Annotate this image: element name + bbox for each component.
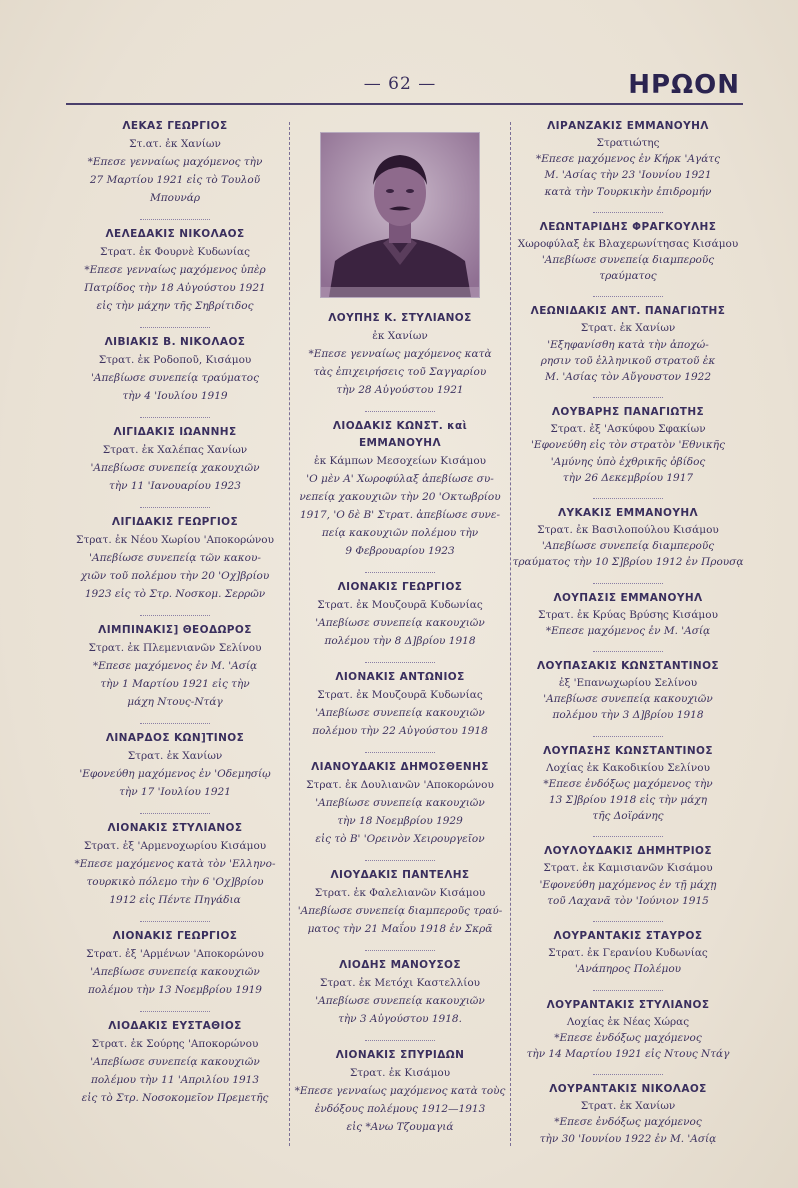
entry-separator bbox=[365, 407, 435, 412]
memorial-entry bbox=[292, 669, 508, 740]
entry-name: ΛΟΥΡΑΝΤΑΚΙΣ ΣΤΑΥΡΟΣ bbox=[553, 930, 703, 943]
entry-name: ΛΟΥΛΟΥΔΑΚΙΣ ΔΗΜΗΤΡΙΟΣ bbox=[544, 845, 712, 858]
entry-origin: Στρατ. ἐκ Φουρνὲ Κυδωνίας bbox=[100, 246, 250, 258]
entry-text-line: *Επεσε γενναίως μαχόμενος κατὰ τοὺς bbox=[294, 1085, 506, 1097]
entry-text-line: *Επεσε μαχόμενος ἐν Μ. 'Ασίᾳ bbox=[92, 660, 258, 672]
page-number: — 62 — bbox=[363, 74, 437, 94]
memorial-entry bbox=[512, 219, 744, 285]
entry-text-line: Μπουνάρ bbox=[149, 192, 200, 204]
entry-origin: Στρατ. ἐκ Χανίων bbox=[127, 750, 223, 762]
header-rule bbox=[66, 103, 743, 105]
entry-name: ΛΟΥΡΑΝΤΑΚΙΣ ΣΤΥΛΙΑΝΟΣ bbox=[546, 998, 710, 1011]
entry-text-line: τοῦ Λαχανᾶ τὸν 'Ιούνιον 1915 bbox=[547, 894, 709, 907]
memorial-entry bbox=[512, 303, 744, 385]
entry-name: ΛΙΟΔΑΚΙΣ ΕΥΣΤΑΘΙΟΣ bbox=[108, 1020, 242, 1032]
entry-text-line: 'Εφονεύθη εἰς τὸν στρατὸν 'Εθνικῆς bbox=[531, 439, 725, 452]
entry-name: ΛΙΜΠΙΝΑΚΙΣ] ΘΕΟΔΩΡΟΣ bbox=[98, 624, 252, 636]
memorial-entry bbox=[62, 226, 288, 315]
entry-separator bbox=[593, 208, 663, 213]
entry-separator bbox=[593, 1070, 663, 1075]
memorial-entry bbox=[512, 658, 744, 724]
entry-origin: Στρατ. ἐκ Χανίων bbox=[580, 1100, 676, 1113]
entry-text-line: 'Ανάπηρος Πολέμου bbox=[574, 963, 682, 976]
entry-text-line: τὴν 3 Αὐγούστου 1918. bbox=[338, 1013, 462, 1025]
entry-text-line: 'Απεβίωσε συνεπείᾳ κακουχιῶν bbox=[543, 693, 713, 706]
entry-text-line: εἰς *Ανω Τζουμαγιά bbox=[346, 1121, 454, 1133]
entry-text-line: Μ. 'Ασίας τὴν 23 'Ιουνίου 1921 bbox=[544, 169, 712, 182]
entry-text-line: τὴν 30 'Ιουνίου 1922 ἐν Μ. 'Ασίᾳ bbox=[539, 1132, 717, 1145]
entry-name: ΛΙΒΙΑΚΙΣ Β. ΝΙΚΟΛΑΟΣ bbox=[104, 336, 246, 348]
entry-origin: Στρατ. ἐξ 'Αρμένων 'Αποκορώνου bbox=[86, 948, 264, 960]
entry-separator bbox=[365, 856, 435, 861]
entry-origin: Στρατ. ἐκ Νέου Χωρίου 'Αποκορώνου bbox=[76, 534, 274, 546]
entry-text-line: 9 Φεβρουαρίου 1923 bbox=[345, 545, 455, 557]
memorial-entry bbox=[62, 424, 288, 495]
memorial-entry bbox=[62, 928, 288, 999]
entry-text-line: *Επεσε μαχόμενος κατὰ τὸν 'Ελληνο- bbox=[74, 858, 276, 870]
entry-text-line: *Επεσε γενναίως μαχόμενος ὑπὲρ bbox=[84, 264, 266, 276]
entry-separator bbox=[140, 1007, 210, 1012]
entry-origin: Στρατ. ἐκ Γερανίου Κυδωνίας bbox=[548, 947, 708, 960]
entry-origin: Στρατ. ἐκ Μετόχι Καστελλίου bbox=[319, 977, 481, 989]
entry-separator bbox=[140, 503, 210, 508]
memorial-entry bbox=[292, 957, 508, 1028]
entry-separator bbox=[365, 658, 435, 663]
entry-separator bbox=[140, 323, 210, 328]
entry-origin: Στρατιώτης bbox=[596, 137, 660, 149]
entry-separator bbox=[140, 809, 210, 814]
memorial-entry bbox=[62, 820, 288, 909]
entry-text-line: νεπείᾳ χακουχιῶν τὴν 20 'Οκτωβρίου bbox=[299, 491, 501, 503]
memorial-entry bbox=[62, 1018, 288, 1107]
entry-text-line: *Επεσε μαχόμενος ἐν Μ. 'Ασίᾳ bbox=[545, 624, 711, 637]
entry-text-line: τῆς Δοϊράνης bbox=[592, 810, 664, 823]
entry-text-line: πολέμου τὴν 11 'Απριλίου 1913 bbox=[90, 1074, 260, 1086]
entry-separator bbox=[593, 494, 663, 499]
memorial-entry bbox=[292, 418, 508, 560]
entry-text-line: 'Εξηφανίσθη κατὰ τὴν ἀποχώ- bbox=[547, 338, 709, 351]
entry-text-line: τὴν 14 Μαρτίου 1921 εἰς Ντους Ντάγ bbox=[526, 1047, 730, 1060]
entry-text-line: χιῶν τοῦ πολέμου τὴν 20 'Οχ]βρίου bbox=[80, 570, 270, 582]
entry-name: ΛΕΩΝΙΔΑΚΙΣ ΑΝΤ. ΠΑΝΑΓΙΩΤΗΣ bbox=[530, 305, 726, 318]
entry-origin: ἐκ Κάμπων Μεσοχείων Κισάμου bbox=[313, 455, 487, 467]
entry-text-line: μάχη Ντους-Ντάγ bbox=[127, 696, 223, 708]
entry-name: ΛΕΛΕΔΑΚΙΣ ΝΙΚΟΛΑΟΣ bbox=[105, 228, 245, 240]
entry-text-line: τὴν 1 Μαρτίου 1921 εἰς τὴν bbox=[100, 678, 250, 690]
entry-separator bbox=[593, 917, 663, 922]
entry-origin: Λοχίας ἐκ Κακοδικίου Σελίνου bbox=[546, 761, 710, 774]
entry-name: ΛΟΥΒΑΡΗΣ ΠΑΝΑΓΙΩΤΗΣ bbox=[551, 406, 705, 419]
column-right bbox=[512, 118, 744, 1148]
entry-separator bbox=[365, 946, 435, 951]
memorial-entry bbox=[62, 622, 288, 711]
entry-text-line: 'Απεβίωσε συνεπείᾳ κακουχιῶν bbox=[315, 797, 485, 809]
entry-separator bbox=[365, 1036, 435, 1041]
entry-text-line: ρησιν τοῦ ἑλληνικοῦ στρατοῦ ἐκ bbox=[540, 354, 716, 367]
entry-text-line: 'Απεβίωσε συνεπείᾳ κακουχιῶν bbox=[315, 617, 485, 629]
portrait-image bbox=[321, 133, 479, 297]
entry-name: ΛΙΟΝΑΚΙΣ ΣΠΥΡΙΔΩΝ bbox=[335, 1049, 465, 1061]
entry-origin: Στρατ. ἐκ Μουζουρᾶ Κυδωνίας bbox=[317, 599, 483, 611]
memorial-entry bbox=[62, 730, 288, 801]
entry-text-line: *Επεσε μαχόμενος ἐν Κήρκ 'Αγάτς bbox=[536, 153, 720, 166]
entry-name: ΛΥΚΑΚΙΣ ΕΜΜΑΝΟΥΗΛ bbox=[557, 507, 699, 520]
entry-name: ΛΕΚΑΣ ΓΕΩΡΓΙΟΣ bbox=[122, 120, 228, 132]
entry-text-line: 27 Μαρτίου 1921 εἰς τὸ Τουλοῦ bbox=[89, 174, 261, 186]
entry-origin: ἐξ 'Επανωχωρίου Σελίνου bbox=[558, 677, 698, 690]
entry-name: ΛΟΥΠΑΣΗΣ ΚΩΝΣΤΑΝΤΙΝΟΣ bbox=[543, 744, 713, 757]
entry-text-line: τὴν 4 'Ιουλίου 1919 bbox=[122, 390, 228, 402]
entry-separator bbox=[593, 986, 663, 991]
entry-name: ΛΙΟΝΑΚΙΣ ΑΝΤΩΝΙΟΣ bbox=[335, 671, 465, 683]
entry-text-line: 'Εφονεύθη μαχόμενος ἐν 'Οδεμησίῳ bbox=[79, 768, 271, 780]
memorial-entry bbox=[292, 867, 508, 938]
memorial-entry bbox=[292, 579, 508, 650]
memorial-entry bbox=[512, 118, 744, 200]
entry-text-line: 'Απεβίωσε συνεπείᾳ κακουχιῶν bbox=[315, 995, 485, 1007]
entry-text-line: τραύματος τὴν 10 Σ]βρίου 1912 ἐν Προυσᾳ bbox=[512, 556, 744, 569]
entry-origin: Στρατ. ἐκ Ροδοποῦ, Κισάμου bbox=[98, 354, 252, 366]
entry-text-line: 'Απεβίωσε συνεπείᾳ κακουχιῶν bbox=[90, 966, 260, 978]
portrait-photo bbox=[320, 132, 480, 298]
entry-name: ΛΙΟΔΑΚΙΣ ΚΩΝΣΤ. καὶ ΕΜΜΑΝΟΥΗΛ bbox=[332, 420, 468, 449]
entry-origin: Λοχίας ἐκ Νέας Χώρας bbox=[566, 1015, 690, 1028]
entry-text-line: εἰς τὴν μάχην τῆς Σηβρίτιδος bbox=[96, 300, 254, 312]
entry-origin: Στ.ατ. ἐκ Χανίων bbox=[129, 138, 221, 150]
entry-name: ΛΙΓΙΔΑΚΙΣ ΙΩΑΝΝΗΣ bbox=[113, 426, 237, 438]
entry-text-line: τὴν 28 Αὐγούστου 1921 bbox=[336, 384, 464, 396]
entry-origin: Στρατ. ἐκ Κισάμου bbox=[349, 1067, 451, 1079]
entry-text-line: 'Απεβίωσε συνεπείᾳ διαμπεροῦς bbox=[541, 540, 715, 553]
entry-separator bbox=[365, 568, 435, 573]
entry-separator bbox=[140, 611, 210, 616]
entry-text-line: 'Απεβίωσε συνεπείᾳ διαμπεροῦς bbox=[541, 254, 715, 267]
entry-origin: Στρατ. ἐκ Σούρης 'Αποκορώνου bbox=[91, 1038, 259, 1050]
entry-separator bbox=[140, 917, 210, 922]
memorial-entry bbox=[62, 334, 288, 405]
entry-name: ΛΙΓΙΔΑΚΙΣ ΓΕΩΡΓΙΟΣ bbox=[111, 516, 239, 528]
entry-name: ΛΕΩΝΤΑΡΙΔΗΣ ΦΡΑΓΚΟΥΛΗΣ bbox=[539, 220, 717, 233]
column-divider bbox=[289, 122, 290, 1146]
column-center bbox=[292, 118, 508, 1148]
entry-origin: Στρατ. ἐκ Καμισιανῶν Κισάμου bbox=[543, 862, 713, 875]
entry-separator bbox=[593, 832, 663, 837]
entry-text-line: κατὰ τὴν Τουρκικὴν ἐπιδρομήν bbox=[544, 185, 712, 198]
column-divider bbox=[510, 122, 511, 1146]
entry-text-line: πολέμου τὴν 13 Νοεμβρίου 1919 bbox=[88, 984, 262, 996]
entry-name: ΛΙΝΑΡΔΟΣ ΚΩΝ]ΤΙΝΟΣ bbox=[105, 732, 245, 744]
entry-name: ΛΙΡΑΝΖΑΚΙΣ ΕΜΜΑΝΟΥΗΛ bbox=[547, 120, 709, 132]
memorial-entry bbox=[512, 997, 744, 1063]
entry-text-line: 'Απεβίωσε συνεπείᾳ τραύματος bbox=[91, 372, 259, 384]
memorial-entry bbox=[512, 404, 744, 486]
entry-name: ΛΙΟΝΑΚΙΣ ΣΤΥΛΙΑΝΟΣ bbox=[107, 822, 243, 834]
entry-text-line: 'Απεβίωσε συνεπείᾳ διαμπεροῦς τραύ- bbox=[297, 905, 503, 917]
entry-name: ΛΙΟΝΑΚΙΣ ΓΕΩΡΓΙΟΣ bbox=[337, 581, 463, 593]
entry-origin: Στρατ. ἐκ Φαλελιανῶν Κισάμου bbox=[314, 887, 486, 899]
entry-origin: Στρατ. ἐκ Βασιλοπούλου Κισάμου bbox=[537, 524, 719, 537]
entry-origin: Στρατ. ἐξ 'Αρμενοχωρίου Κισάμου bbox=[83, 840, 267, 852]
entry-text-line: τὰς ἐπιχειρήσεις τοῦ Σαγγαρίου bbox=[313, 366, 487, 378]
entry-text-line: *Επεσε ἐνδόξως μαχόμενος bbox=[554, 1116, 702, 1129]
memorial-entry bbox=[512, 743, 744, 825]
entry-text-line: 13 Σ]βρίου 1918 εἰς τὴν μάχη bbox=[548, 794, 708, 807]
entry-origin: Στρατ. ἐκ Δουλιανῶν 'Αποκορώνου bbox=[306, 779, 494, 791]
entry-text-line: πολέμου τὴν 3 Δ]βρίου 1918 bbox=[552, 709, 704, 722]
memorial-entry bbox=[512, 928, 744, 977]
entry-text-line: πείᾳ κακουχιῶν πολέμου τὴν bbox=[321, 527, 479, 539]
entry-name: ΛΙΟΥΔΑΚΙΣ ΠΑΝΤΕΛΗΣ bbox=[330, 869, 470, 881]
entry-origin: Στρατ. ἐκ Κρύας Βρύσης Κισάμου bbox=[538, 608, 718, 621]
entry-text-line: *Επεσε ἐνδόξως μαχόμενος bbox=[554, 1031, 702, 1044]
entry-name: ΛΙΟΔΗΣ ΜΑΝΟΥΣΟΣ bbox=[339, 959, 461, 971]
memorial-entry bbox=[512, 1081, 744, 1147]
entry-text-line: Μ. 'Ασίας τὸν Αὔγουστον 1922 bbox=[544, 371, 712, 384]
entry-separator bbox=[140, 719, 210, 724]
entry-origin: Στρατ. ἐκ Χαλέπας Χανίων bbox=[102, 444, 248, 456]
entry-text-line: τουρκικὸ πόλεμο τὴν 6 'Οχ]βρίου bbox=[86, 876, 264, 888]
entry-text-line: *Επεσε γενναίως μαχόμενος κατὰ bbox=[308, 348, 492, 360]
entry-text-line: εἰς τὸ Β' 'Ορεινὸν Χειρουργεῖον bbox=[315, 833, 485, 845]
entry-name: ΛΙΟΝΑΚΙΣ ΓΕΩΡΓΙΟΣ bbox=[112, 930, 238, 942]
entry-separator bbox=[365, 748, 435, 753]
entry-text-line: 'Απεβίωσε συνεπείᾳ κακουχιῶν bbox=[90, 1056, 260, 1068]
entry-text-line: τὴν 11 'Ιανουαρίου 1923 bbox=[109, 480, 241, 492]
entry-text-line: *Επεσε γενναίως μαχόμενος τὴν bbox=[87, 156, 263, 168]
memorial-entry bbox=[512, 843, 744, 909]
entry-separator bbox=[593, 647, 663, 652]
memorial-entry bbox=[62, 118, 288, 207]
entry-separator bbox=[593, 579, 663, 584]
entry-text-line: 'Απεβίωσε συνεπείᾳ τῶν κακου- bbox=[89, 552, 261, 564]
entry-text-line: 1923 εἰς τὸ Στρ. Νοσκομ. Σερρῶν bbox=[84, 588, 266, 600]
entry-text-line: τὴν 26 Δεκεμβρίου 1917 bbox=[562, 471, 694, 484]
entry-text-line: τὴν 17 'Ιουλίου 1921 bbox=[119, 786, 231, 798]
entry-name: ΛΙΑΝΟΥΔΑΚΙΣ ΔΗΜΟΣΘΕΝΗΣ bbox=[311, 761, 489, 773]
entry-text-line: ματος τὴν 21 Μαΐου 1918 ἐν Σκρᾶ bbox=[307, 923, 493, 935]
memorial-entry bbox=[512, 505, 744, 571]
entry-text-line: 'Αμύνης ὑπὸ ἐχθρικῆς ὀβίδος bbox=[550, 455, 706, 468]
entry-separator bbox=[140, 215, 210, 220]
entry-separator bbox=[593, 732, 663, 737]
entry-name: ΛΟΥΠΑΣΙΣ ΕΜΜΑΝΟΥΗΛ bbox=[553, 591, 703, 604]
running-head: ΗΡΩΟΝ bbox=[628, 70, 740, 100]
memorial-entry bbox=[512, 590, 744, 639]
entry-text-line: 'Ο μὲν Α' Χωροφύλαξ ἀπεβίωσε συ- bbox=[306, 473, 494, 485]
memorial-entry bbox=[62, 514, 288, 603]
entry-text-line: 1912 εἰς Πέντε Πηγάδια bbox=[109, 894, 241, 906]
entry-separator bbox=[593, 393, 663, 398]
entry-separator bbox=[140, 413, 210, 418]
memorial-entry bbox=[292, 1047, 508, 1136]
entry-text-line: πολέμου τὴν 22 Αὐγούστου 1918 bbox=[312, 725, 488, 737]
entry-text-line: 'Απεβίωσε συνεπείᾳ κακουχιῶν bbox=[315, 707, 485, 719]
memorial-entry bbox=[292, 759, 508, 848]
entry-origin: Στρατ. ἐκ Μουζουρᾶ Κυδωνίας bbox=[317, 689, 483, 701]
entry-origin: Στρατ. ἐξ 'Ασκύφου Σφακίων bbox=[550, 423, 706, 436]
entry-text-line: εἰς τὸ Στρ. Νοσοκομεῖον Πρεμετῆς bbox=[81, 1092, 269, 1104]
entry-name: ΛΟΥΠΗΣ Κ. ΣΤΥΛΙΑΝΟΣ bbox=[328, 312, 472, 324]
entry-origin: Στρατ. ἐκ Χανίων bbox=[580, 322, 676, 335]
entry-text-line: 1917, 'Ο δὲ Β' Στρατ. ἀπεβίωσε συνε- bbox=[299, 509, 501, 521]
entry-text-line: τὴν 18 Νοεμβρίου 1929 bbox=[337, 815, 463, 827]
entry-text-line: ἐνδόξους πολέμους 1912—1913 bbox=[314, 1103, 486, 1115]
entry-text-line: 'Εφονεύθη μαχόμενος ἐν τῇ μάχῃ bbox=[539, 878, 717, 891]
entry-text-line: Πατρίδος τὴν 18 Αὐγούστου 1921 bbox=[84, 282, 266, 294]
entry-text-line: *Επεσε ἐνδόξως μαχόμενος τὴν bbox=[543, 777, 713, 790]
entry-origin: ἐκ Χανίων bbox=[372, 330, 428, 342]
entry-name: ΛΟΥΠΑΣΑΚΙΣ ΚΩΝΣΤΑΝΤΙΝΟΣ bbox=[537, 660, 719, 673]
entry-text-line: τραύματος bbox=[599, 270, 657, 283]
entry-text-line: 'Απεβίωσε συνεπείᾳ χακουχιῶν bbox=[90, 462, 260, 474]
entry-origin: Στρατ. ἐκ Πλεμενιανῶν Σελίνου bbox=[88, 642, 262, 654]
entry-separator bbox=[593, 292, 663, 297]
column-left bbox=[62, 118, 288, 1148]
entry-origin: Χωροφύλαξ ἐκ Βλαχερωνίτησας Κισάμου bbox=[517, 237, 739, 250]
entry-name: ΛΟΥΡΑΝΤΑΚΙΣ ΝΙΚΟΛΑΟΣ bbox=[549, 1083, 707, 1096]
memorial-entry bbox=[292, 310, 508, 399]
entry-text-line: πολέμου τὴν 8 Δ]βρίου 1918 bbox=[324, 635, 476, 647]
